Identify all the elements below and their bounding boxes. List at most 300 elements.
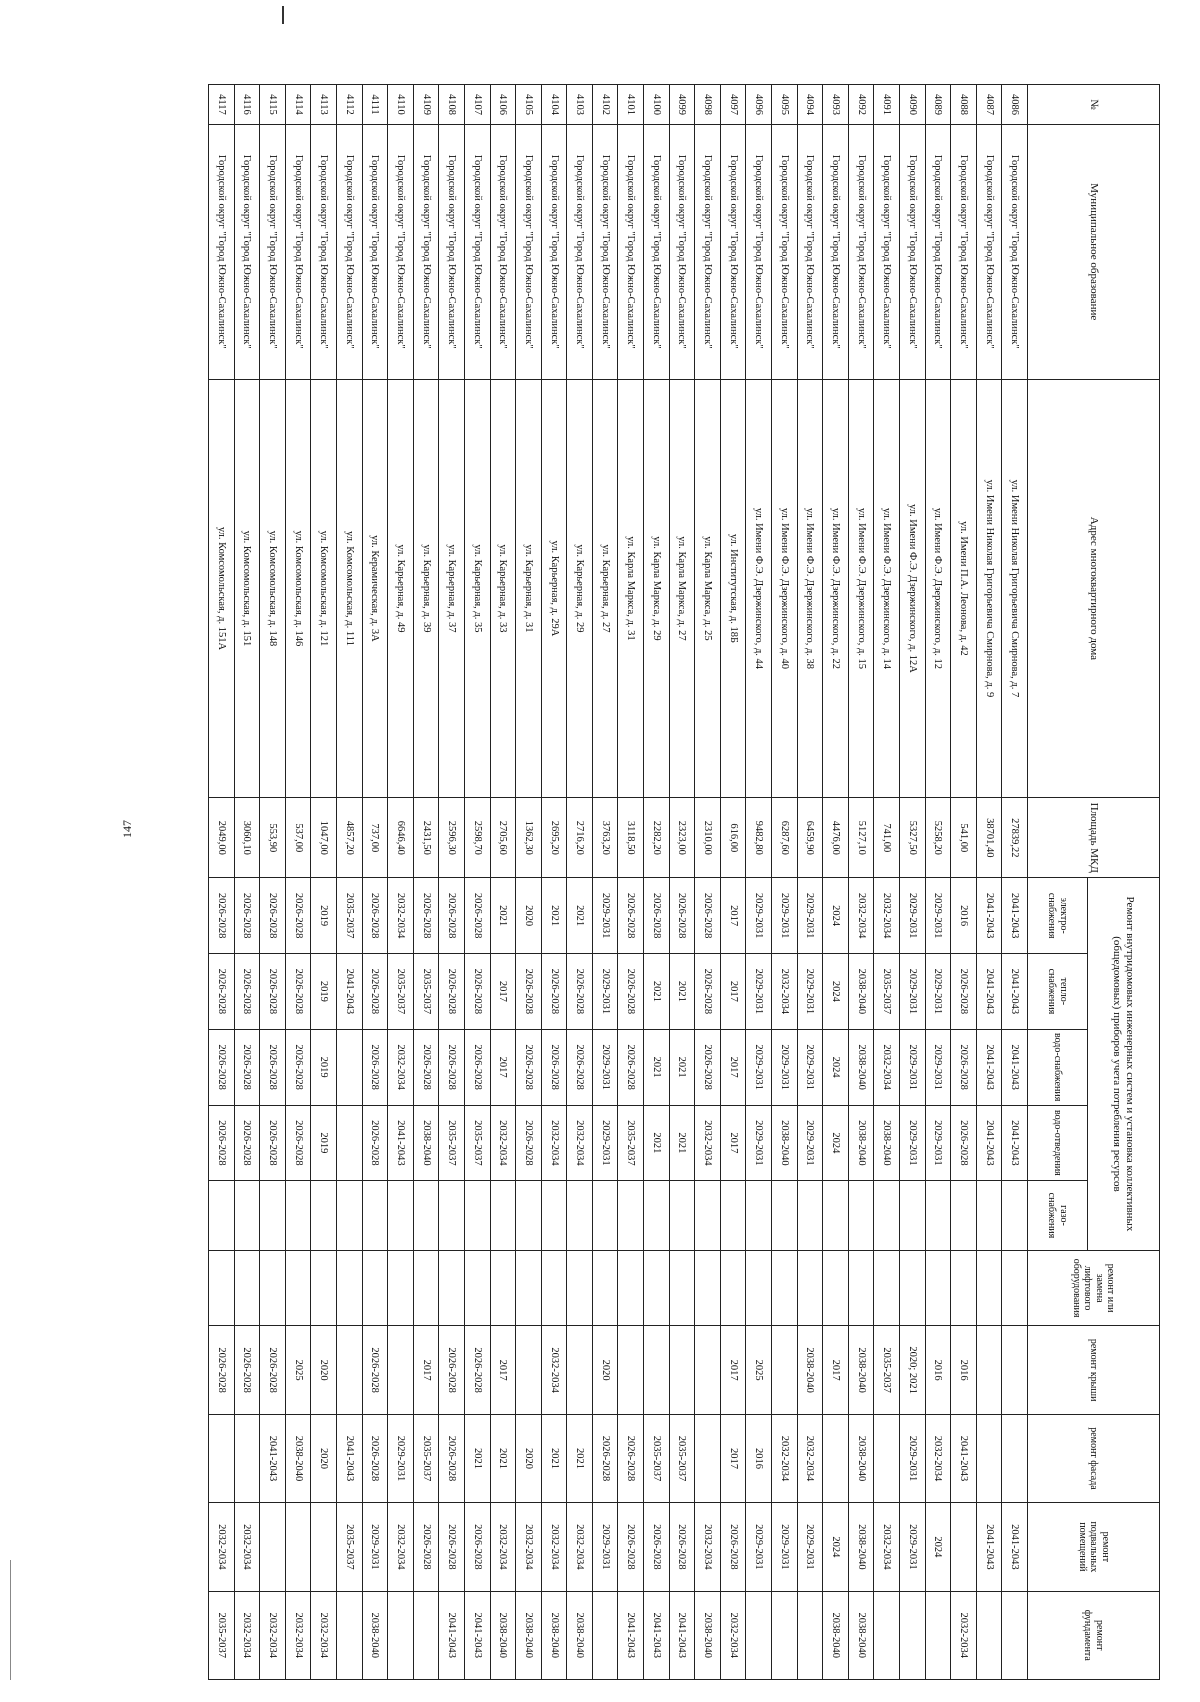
row-heat: 2035-2037 — [388, 954, 414, 1030]
row-municipality: Городской округ "Город Южно-Сахалинск" — [592, 124, 618, 379]
row-facade: 2026-2028 — [362, 1414, 388, 1502]
row-area: 6459,90 — [797, 798, 823, 878]
row-lift — [976, 1250, 1002, 1326]
table-row — [541, 85, 567, 1680]
row-area: 6646,40 — [388, 798, 414, 878]
row-drain: 2029-2031 — [592, 1105, 618, 1181]
row-drain: 2026-2028 — [285, 1105, 311, 1181]
row-facade: 2021 — [490, 1414, 516, 1502]
row-number: 4117 — [209, 85, 235, 125]
row-basement: 2026-2028 — [413, 1503, 439, 1591]
row-electric: 2035-2037 — [336, 878, 362, 954]
row-roof: 2025 — [285, 1326, 311, 1414]
row-number: 4097 — [720, 85, 746, 125]
row-basement: 2032-2034 — [490, 1503, 516, 1591]
row-facade: 2021 — [464, 1414, 490, 1502]
row-basement: 2029-2031 — [900, 1503, 926, 1591]
row-area: 2431,50 — [413, 798, 439, 878]
row-facade: 2026-2028 — [592, 1414, 618, 1502]
row-address: ул. Имени Ф.Э. Дзержинского, д. 15 — [848, 379, 874, 798]
row-electric: 2026-2028 — [464, 878, 490, 954]
row-basement: 2026-2028 — [439, 1503, 465, 1591]
row-heat: 2035-2037 — [874, 954, 900, 1030]
row-drain: 2038-2040 — [848, 1105, 874, 1181]
row-drain: 2021 — [644, 1105, 670, 1181]
row-lift — [874, 1250, 900, 1326]
row-municipality: Городской округ "Город Южно-Сахалинск" — [848, 124, 874, 379]
row-number: 4091 — [874, 85, 900, 125]
row-water: 2032-2034 — [388, 1029, 414, 1105]
row-number: 4092 — [848, 85, 874, 125]
header-municipality: Муниципальное образование — [1028, 124, 1160, 379]
row-foundation: 2038-2040 — [516, 1591, 542, 1679]
row-foundation: 2035-2037 — [209, 1591, 235, 1679]
row-foundation: 2038-2040 — [541, 1591, 567, 1679]
row-roof: 2020; 2021 — [900, 1326, 926, 1414]
row-facade: 2021 — [567, 1414, 593, 1502]
row-foundation: 2041-2043 — [464, 1591, 490, 1679]
table-row — [925, 85, 951, 1680]
row-facade: 2032-2034 — [925, 1414, 951, 1502]
row-address: ул. Комсомольская, д. 111 — [336, 379, 362, 798]
row-water: 2026-2028 — [541, 1029, 567, 1105]
row-municipality: Городской округ "Город Южно-Сахалинск" — [900, 124, 926, 379]
row-water: 2029-2031 — [592, 1029, 618, 1105]
row-number: 4106 — [490, 85, 516, 125]
row-drain: 2041-2043 — [388, 1105, 414, 1181]
row-water — [336, 1029, 362, 1105]
row-number: 4100 — [644, 85, 670, 125]
row-address: ул. Комсомольская, д. 151А — [209, 379, 235, 798]
row-lift — [490, 1250, 516, 1326]
row-gas — [311, 1181, 337, 1250]
row-electric: 2026-2028 — [618, 878, 644, 954]
row-roof: 2017 — [490, 1326, 516, 1414]
row-address: ул. Карла Маркса, д. 27 — [669, 379, 695, 798]
row-water: 2026-2028 — [516, 1029, 542, 1105]
row-area: 6287,60 — [772, 798, 798, 878]
row-facade — [1002, 1414, 1028, 1502]
row-water: 2029-2031 — [797, 1029, 823, 1105]
table-row — [439, 85, 465, 1680]
row-address: ул. Карла Маркса, д. 29 — [644, 379, 670, 798]
row-heat: 2021 — [644, 954, 670, 1030]
row-foundation — [976, 1591, 1002, 1679]
row-roof: 2026-2028 — [260, 1326, 286, 1414]
row-municipality: Городской округ "Город Южно-Сахалинск" — [285, 124, 311, 379]
row-water: 2019 — [311, 1029, 337, 1105]
table-row — [797, 85, 823, 1680]
row-lift — [746, 1250, 772, 1326]
row-area: 2716,20 — [567, 798, 593, 878]
row-area: 1047,00 — [311, 798, 337, 878]
row-water: 2026-2028 — [695, 1029, 721, 1105]
row-heat: 2029-2031 — [900, 954, 926, 1030]
row-number: 4110 — [388, 85, 414, 125]
row-municipality: Городской округ "Город Южно-Сахалинск" — [388, 124, 414, 379]
row-drain: 2038-2040 — [413, 1105, 439, 1181]
row-drain: 2032-2034 — [490, 1105, 516, 1181]
row-facade: 2017 — [720, 1414, 746, 1502]
row-basement — [260, 1503, 286, 1591]
row-number: 4086 — [1002, 85, 1028, 125]
row-lift — [336, 1250, 362, 1326]
row-facade: 2041-2043 — [951, 1414, 977, 1502]
row-municipality: Городской округ "Город Южно-Сахалинск" — [413, 124, 439, 379]
row-municipality: Городской округ "Город Южно-Сахалинск" — [336, 124, 362, 379]
row-water: 2026-2028 — [260, 1029, 286, 1105]
row-basement: 2032-2034 — [234, 1503, 260, 1591]
row-area: 2695,20 — [541, 798, 567, 878]
table-body — [209, 85, 1028, 1680]
row-roof — [388, 1326, 414, 1414]
row-foundation — [336, 1591, 362, 1679]
row-foundation: 2038-2040 — [695, 1591, 721, 1679]
row-heat: 2026-2028 — [362, 954, 388, 1030]
row-gas — [848, 1181, 874, 1250]
row-facade: 2026-2028 — [439, 1414, 465, 1502]
row-water: 2026-2028 — [362, 1029, 388, 1105]
row-gas — [516, 1181, 542, 1250]
row-foundation: 2032-2034 — [260, 1591, 286, 1679]
row-heat: 2026-2028 — [464, 954, 490, 1030]
row-foundation: 2032-2034 — [234, 1591, 260, 1679]
row-basement: 2029-2031 — [772, 1503, 798, 1591]
row-lift — [823, 1250, 849, 1326]
row-lift — [567, 1250, 593, 1326]
row-address: ул. Керамическая, д. 3А — [362, 379, 388, 798]
row-roof: 2026-2028 — [464, 1326, 490, 1414]
row-area: 2598,70 — [464, 798, 490, 878]
row-heat: 2026-2028 — [516, 954, 542, 1030]
row-facade: 2029-2031 — [900, 1414, 926, 1502]
row-foundation — [388, 1591, 414, 1679]
row-roof — [516, 1326, 542, 1414]
row-drain: 2026-2028 — [260, 1105, 286, 1181]
row-electric: 2017 — [720, 878, 746, 954]
header-lift: ремонт или замена лифтового оборудования — [1028, 1250, 1160, 1326]
row-address: ул. Карла Маркса, д. 25 — [695, 379, 721, 798]
row-gas — [234, 1181, 260, 1250]
table-row — [720, 85, 746, 1680]
row-basement: 2024 — [925, 1503, 951, 1591]
row-number: 4098 — [695, 85, 721, 125]
row-number: 4099 — [669, 85, 695, 125]
row-municipality: Городской округ "Город Южно-Сахалинск" — [439, 124, 465, 379]
row-area: 4476,00 — [823, 798, 849, 878]
row-gas — [413, 1181, 439, 1250]
table-row — [464, 85, 490, 1680]
row-electric: 2029-2031 — [797, 878, 823, 954]
row-lift — [720, 1250, 746, 1326]
row-basement: 2041-2043 — [976, 1503, 1002, 1591]
row-address: ул. Институтская, д. 18Б — [720, 379, 746, 798]
row-municipality: Городской округ "Город Южно-Сахалинск" — [720, 124, 746, 379]
row-municipality: Городской округ "Город Южно-Сахалинск" — [209, 124, 235, 379]
table-row — [848, 85, 874, 1680]
row-heat: 2041-2043 — [976, 954, 1002, 1030]
row-heat: 2017 — [720, 954, 746, 1030]
row-address: ул. Карьерная, д. 29А — [541, 379, 567, 798]
row-roof — [976, 1326, 1002, 1414]
row-heat: 2035-2037 — [413, 954, 439, 1030]
row-roof: 2026-2028 — [234, 1326, 260, 1414]
row-drain: 2026-2028 — [516, 1105, 542, 1181]
row-heat: 2029-2031 — [746, 954, 772, 1030]
row-lift — [260, 1250, 286, 1326]
row-basement: 2024 — [823, 1503, 849, 1591]
row-area: 537,00 — [285, 798, 311, 878]
row-facade: 2020 — [516, 1414, 542, 1502]
row-gas — [336, 1181, 362, 1250]
row-electric: 2026-2028 — [695, 878, 721, 954]
row-roof: 2032-2034 — [541, 1326, 567, 1414]
table-row — [516, 85, 542, 1680]
row-roof: 2026-2028 — [439, 1326, 465, 1414]
row-foundation: 2041-2043 — [439, 1591, 465, 1679]
row-roof — [1002, 1326, 1028, 1414]
row-number: 4104 — [541, 85, 567, 125]
row-number: 4109 — [413, 85, 439, 125]
row-electric: 2019 — [311, 878, 337, 954]
row-address: ул. Карьерная, д. 33 — [490, 379, 516, 798]
table-row — [362, 85, 388, 1680]
row-address: ул. Карьерная, д. 37 — [439, 379, 465, 798]
row-electric: 2041-2043 — [1002, 878, 1028, 954]
row-heat: 2041-2043 — [336, 954, 362, 1030]
row-address: ул. Карьерная, д. 29 — [567, 379, 593, 798]
row-address: ул. Имени Ф.Э. Дзержинского, д. 22 — [823, 379, 849, 798]
row-water: 2017 — [490, 1029, 516, 1105]
row-drain: 2026-2028 — [209, 1105, 235, 1181]
row-area: 1362,30 — [516, 798, 542, 878]
row-water: 2029-2031 — [772, 1029, 798, 1105]
row-number: 4115 — [260, 85, 286, 125]
row-drain: 2024 — [823, 1105, 849, 1181]
row-roof: 2020 — [311, 1326, 337, 1414]
row-heat: 2029-2031 — [925, 954, 951, 1030]
row-drain: 2038-2040 — [772, 1105, 798, 1181]
table-row — [209, 85, 235, 1680]
row-municipality: Городской округ "Город Южно-Сахалинск" — [490, 124, 516, 379]
row-water: 2032-2034 — [874, 1029, 900, 1105]
row-address: ул. Карьерная, д. 35 — [464, 379, 490, 798]
row-electric: 2026-2028 — [669, 878, 695, 954]
row-area: 27839,22 — [1002, 798, 1028, 878]
row-heat: 2041-2043 — [1002, 954, 1028, 1030]
row-municipality: Городской округ "Город Южно-Сахалинск" — [567, 124, 593, 379]
scan-mark — [10, 1560, 11, 1680]
row-facade: 2035-2037 — [669, 1414, 695, 1502]
row-basement: 2032-2034 — [695, 1503, 721, 1591]
row-heat: 2029-2031 — [592, 954, 618, 1030]
row-facade: 2041-2043 — [260, 1414, 286, 1502]
row-foundation — [1002, 1591, 1028, 1679]
row-gas — [644, 1181, 670, 1250]
row-gas — [285, 1181, 311, 1250]
row-electric: 2041-2043 — [976, 878, 1002, 954]
row-lift — [439, 1250, 465, 1326]
row-electric: 2020 — [516, 878, 542, 954]
table-row — [874, 85, 900, 1680]
row-heat: 2032-2034 — [772, 954, 798, 1030]
row-basement: 2029-2031 — [362, 1503, 388, 1591]
row-lift — [285, 1250, 311, 1326]
row-gas — [541, 1181, 567, 1250]
row-facade: 2032-2034 — [797, 1414, 823, 1502]
row-number: 4114 — [285, 85, 311, 125]
row-number: 4102 — [592, 85, 618, 125]
row-gas — [746, 1181, 772, 1250]
table-row — [413, 85, 439, 1680]
table-row — [490, 85, 516, 1680]
header-basement: ремонт подвальных помещений — [1028, 1503, 1160, 1591]
row-gas — [592, 1181, 618, 1250]
row-roof: 2025 — [746, 1326, 772, 1414]
row-facade — [234, 1414, 260, 1502]
row-foundation: 2041-2043 — [669, 1591, 695, 1679]
row-foundation: 2038-2040 — [567, 1591, 593, 1679]
row-lift — [1002, 1250, 1028, 1326]
row-gas — [209, 1181, 235, 1250]
row-address: ул. Имени Николая Григорьевича Смирнова, д. 7 — [1002, 379, 1028, 798]
row-basement: 2026-2028 — [618, 1503, 644, 1591]
row-basement: 2026-2028 — [464, 1503, 490, 1591]
row-foundation: 2038-2040 — [823, 1591, 849, 1679]
row-lift — [541, 1250, 567, 1326]
row-number: 4103 — [567, 85, 593, 125]
row-facade: 2021 — [541, 1414, 567, 1502]
row-basement: 2032-2034 — [388, 1503, 414, 1591]
row-number: 4111 — [362, 85, 388, 125]
row-roof — [567, 1326, 593, 1414]
row-roof: 2017 — [413, 1326, 439, 1414]
table-row — [336, 85, 362, 1680]
row-roof: 2038-2040 — [797, 1326, 823, 1414]
row-facade: 2035-2037 — [644, 1414, 670, 1502]
row-foundation — [797, 1591, 823, 1679]
row-basement: 2041-2043 — [1002, 1503, 1028, 1591]
table-row — [234, 85, 260, 1680]
row-water: 2038-2040 — [848, 1029, 874, 1105]
row-drain: 2026-2028 — [951, 1105, 977, 1181]
row-electric: 2026-2028 — [260, 878, 286, 954]
row-address: ул. Карьерная, д. 27 — [592, 379, 618, 798]
row-address: ул. Комсомольская, д. 148 — [260, 379, 286, 798]
row-municipality: Городской округ "Город Южно-Сахалинск" — [874, 124, 900, 379]
row-area: 2323,00 — [669, 798, 695, 878]
row-heat: 2021 — [669, 954, 695, 1030]
table-header — [1028, 85, 1160, 1680]
row-foundation — [900, 1591, 926, 1679]
row-foundation — [592, 1591, 618, 1679]
row-water: 2026-2028 — [439, 1029, 465, 1105]
row-foundation: 2041-2043 — [618, 1591, 644, 1679]
row-gas — [823, 1181, 849, 1250]
row-lift — [464, 1250, 490, 1326]
row-foundation: 2038-2040 — [362, 1591, 388, 1679]
row-electric: 2032-2034 — [848, 878, 874, 954]
row-heat: 2026-2028 — [951, 954, 977, 1030]
row-gas — [388, 1181, 414, 1250]
row-electric: 2029-2031 — [925, 878, 951, 954]
row-heat: 2038-2040 — [848, 954, 874, 1030]
row-facade — [976, 1414, 1002, 1502]
header-heat: тепло-снабжения — [1028, 954, 1088, 1030]
table-row — [592, 85, 618, 1680]
header-roof: ремонт крыши — [1028, 1326, 1160, 1414]
row-basement: 2035-2037 — [336, 1503, 362, 1591]
row-number: 4112 — [336, 85, 362, 125]
row-foundation: 2032-2034 — [311, 1591, 337, 1679]
row-gas — [797, 1181, 823, 1250]
row-municipality: Городской округ "Город Южно-Сахалинск" — [541, 124, 567, 379]
row-roof: 2026-2028 — [209, 1326, 235, 1414]
header-electric: электро-снабжения — [1028, 878, 1088, 954]
row-lift — [388, 1250, 414, 1326]
header-water: водо-снабжения — [1028, 1029, 1088, 1105]
row-gas — [772, 1181, 798, 1250]
row-facade: 2032-2034 — [772, 1414, 798, 1502]
row-address: ул. Имени Ф.Э. Дзержинского, д. 40 — [772, 379, 798, 798]
table-row — [746, 85, 772, 1680]
row-municipality: Городской округ "Город Южно-Сахалинск" — [976, 124, 1002, 379]
table-row — [976, 85, 1002, 1680]
row-roof — [336, 1326, 362, 1414]
table-row — [285, 85, 311, 1680]
row-area: 2282,20 — [644, 798, 670, 878]
row-number: 4113 — [311, 85, 337, 125]
row-lift — [516, 1250, 542, 1326]
row-municipality: Городской округ "Город Южно-Сахалинск" — [234, 124, 260, 379]
row-municipality: Городской округ "Город Южно-Сахалинск" — [618, 124, 644, 379]
row-electric: 2026-2028 — [362, 878, 388, 954]
table-row — [311, 85, 337, 1680]
header-facade: ремонт фасада — [1028, 1414, 1160, 1502]
table-row — [644, 85, 670, 1680]
row-drain: 2032-2034 — [541, 1105, 567, 1181]
row-municipality: Городской округ "Город Южно-Сахалинск" — [669, 124, 695, 379]
row-number: 4090 — [900, 85, 926, 125]
row-municipality: Городской округ "Город Южно-Сахалинск" — [772, 124, 798, 379]
row-water: 2026-2028 — [618, 1029, 644, 1105]
row-area: 5258,20 — [925, 798, 951, 878]
row-facade: 2029-2031 — [388, 1414, 414, 1502]
row-facade — [823, 1414, 849, 1502]
row-address: ул. Комсомольская, д. 146 — [285, 379, 311, 798]
row-municipality: Городской округ "Город Южно-Сахалинск" — [746, 124, 772, 379]
row-lift — [951, 1250, 977, 1326]
row-facade: 2035-2037 — [413, 1414, 439, 1502]
row-basement: 2029-2031 — [746, 1503, 772, 1591]
row-number: 4101 — [618, 85, 644, 125]
row-area: 9482,80 — [746, 798, 772, 878]
row-basement: 2032-2034 — [516, 1503, 542, 1591]
row-address: ул. Комсомольская, д. 151 — [234, 379, 260, 798]
row-drain: 2035-2037 — [464, 1105, 490, 1181]
table-row — [1002, 85, 1028, 1680]
row-roof — [695, 1326, 721, 1414]
row-number: 4089 — [925, 85, 951, 125]
row-municipality: Городской округ "Город Южно-Сахалинск" — [1002, 124, 1028, 379]
row-municipality: Городской округ "Город Южно-Сахалинск" — [362, 124, 388, 379]
row-electric: 2026-2028 — [234, 878, 260, 954]
row-water: 2029-2031 — [900, 1029, 926, 1105]
row-electric: 2021 — [567, 878, 593, 954]
table-row — [567, 85, 593, 1680]
table-row — [772, 85, 798, 1680]
row-address: ул. Имени Ф.Э. Дзержинского, д. 12 — [925, 379, 951, 798]
